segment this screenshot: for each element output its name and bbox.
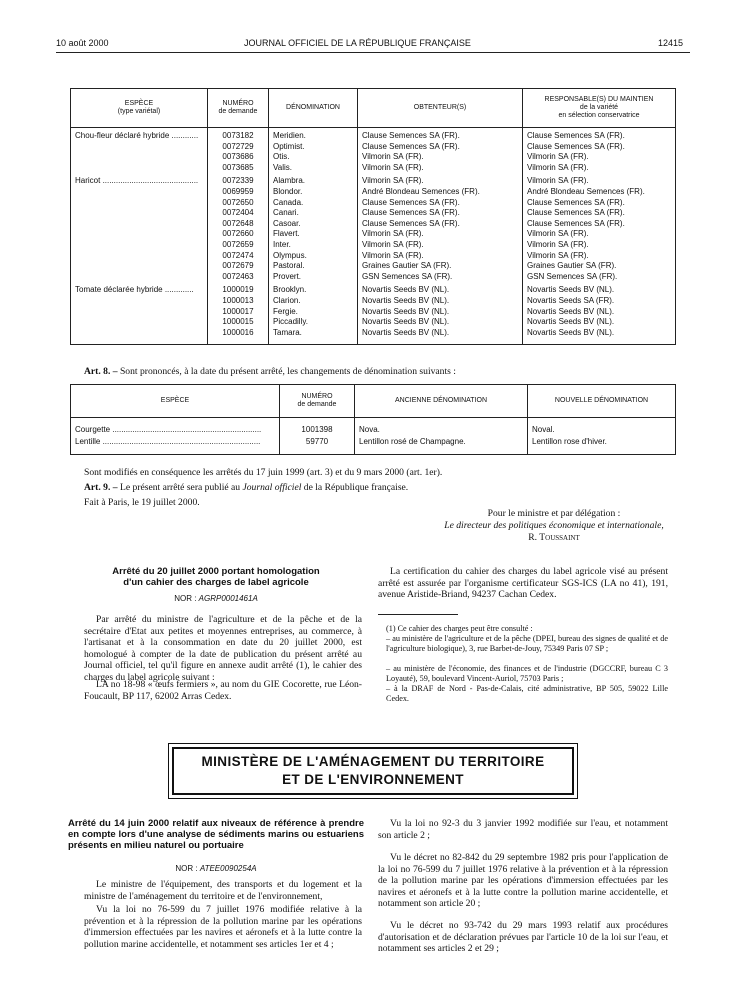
- col2-ancienne: ANCIENNE DÉNOMINATION: [355, 385, 528, 418]
- cell-responsable: GSN Semences SA (FR).: [523, 272, 676, 283]
- cell-espece: [71, 307, 208, 318]
- table-row: [71, 152, 676, 163]
- cell-denomination: Canari.: [269, 208, 358, 219]
- arrete2-nor: NOR : ATEE0090254A: [175, 864, 257, 873]
- footnote-item-1: – au ministère de l'agriculture et de la pêche (DPEI, bureau des signes de qualité et de l'agriculture biologique), 3, rue Barbet-de-Jouy, 75349 Paris 07 SP ;: [386, 634, 668, 653]
- cell-obtenteur: Clause Semences SA (FR).: [358, 219, 523, 230]
- cell-denomination: Otis.: [269, 152, 358, 163]
- table-row: [71, 317, 676, 328]
- cell-obtenteur: Vilmorin SA (FR).: [358, 240, 523, 251]
- cell-denomination: Blondor.: [269, 187, 358, 198]
- cell-obtenteur: Novartis Seeds BV (NL).: [358, 328, 523, 339]
- cell-numero: 0069959: [208, 187, 269, 198]
- cell-espece: [71, 251, 208, 262]
- cell-numero: 0072660: [208, 229, 269, 240]
- cell-nouvelle: Noval.: [528, 424, 676, 436]
- cell-espece: [71, 142, 208, 153]
- cell-responsable: Vilmorin SA (FR).: [523, 251, 676, 262]
- cell-responsable: Clause Semences SA (FR).: [523, 198, 676, 209]
- cell-espece: [71, 187, 208, 198]
- cell-responsable: Clause Semences SA (FR).: [523, 142, 676, 153]
- footnote-item-3: – à la DRAF de Nord - Pas-de-Calais, cité administrative, BP 505, 59022 Lille Cedex.: [386, 684, 668, 703]
- cell-espece: [71, 163, 208, 174]
- cell-espece: [71, 328, 208, 339]
- cell-numero: 1000019: [208, 282, 269, 296]
- table-row: [71, 272, 676, 283]
- cell-espece: Tomate déclarée hybride .............: [75, 285, 194, 295]
- fait-a-paris: Fait à Paris, le 19 juillet 2000.: [84, 497, 200, 508]
- cell-numero: 0072463: [208, 272, 269, 283]
- cell-denomination: Optimist.: [269, 142, 358, 153]
- cell-numero: 0073685: [208, 163, 269, 174]
- cell-obtenteur: Clause Semences SA (FR).: [358, 142, 523, 153]
- cell-numero: 1000013: [208, 296, 269, 307]
- signature-line-2: Le directeur des politiques économique et internationale,: [444, 520, 664, 531]
- cell-denomination: Meridien.: [269, 128, 358, 142]
- cell-obtenteur: Vilmorin SA (FR).: [358, 173, 523, 187]
- cell-numero: 0072404: [208, 208, 269, 219]
- cell-denomination: Olympus.: [269, 251, 358, 262]
- cell-numero: 1000015: [208, 317, 269, 328]
- col2-espece: ESPÈCE: [71, 385, 280, 418]
- cell-denomination: Casoar.: [269, 219, 358, 230]
- changes-table-header: [71, 385, 676, 418]
- col-denomination: DÉNOMINATION: [269, 89, 358, 128]
- table-row: [71, 229, 676, 240]
- header-date: 10 août 2000: [56, 38, 109, 48]
- table-row: [71, 142, 676, 153]
- cell-denomination: Tamara.: [269, 328, 358, 339]
- footnote-intro: (1) Ce cahier des charges peut être consulté :: [386, 624, 533, 633]
- cell-espece: Courgette ...................................................................: [75, 425, 262, 434]
- table-row: [71, 240, 676, 251]
- cell-espece: [71, 317, 208, 328]
- cell-ancienne: Nova.: [355, 424, 528, 436]
- cell-responsable: Vilmorin SA (FR).: [523, 229, 676, 240]
- cell-denomination: Inter.: [269, 240, 358, 251]
- header-rule: [56, 52, 690, 53]
- article-9: Art. 9. – Le présent arrêté sera publié au Journal officiel de la République française.: [84, 482, 409, 493]
- cell-obtenteur: Vilmorin SA (FR).: [358, 229, 523, 240]
- arrete2-vu-loi-76: Vu la loi no 76-599 du 7 juillet 1976 modifiée relative à la prévention et à la répression de la pollution marine par les opérations d'immersion effectuées par les navires et aéronefs et à la lutte contre la pollution marine accidentelle, et notamment ses articles 1er et 4 ;: [84, 904, 362, 950]
- cell-responsable: Novartis Seeds BV (NL).: [523, 328, 676, 339]
- cell-obtenteur: Novartis Seeds BV (NL).: [358, 317, 523, 328]
- cell-responsable: André Blondeau Semences (FR).: [523, 187, 676, 198]
- arrete1-certification: La certification du cahier des charges du label agricole visé au présent arrêté est assurée par l'organisme certificateur SGS-ICS (LA no 41), 191, avenue Aristide-Briand, 94237 Cachan Cedex.: [378, 566, 668, 600]
- cell-numero: 0072648: [208, 219, 269, 230]
- ministry-line-2: ET DE L'ENVIRONNEMENT: [282, 772, 464, 787]
- table-row: [71, 436, 676, 448]
- table-spacer: [71, 338, 676, 345]
- cell-denomination: Brooklyn.: [269, 282, 358, 296]
- cell-obtenteur: Novartis Seeds BV (NL).: [358, 282, 523, 296]
- cell-numero: 59770: [280, 436, 355, 448]
- table-row: [71, 173, 676, 187]
- cell-numero: 0072650: [208, 198, 269, 209]
- arrete2-vu-decret-82: Vu le décret no 82-842 du 29 septembre 1982 pris pour l'application de la loi no 76-599 du 7 juillet 1976 relative à la prévention et à la répression de la pollution marine par les opérations d'immersion effectuées par les navires et aéronefs et à la lutte contre la pollution marine accidentelle, et notamment son article 20 ;: [378, 852, 668, 909]
- table-row: [71, 261, 676, 272]
- cell-espece: [71, 240, 208, 251]
- cell-denomination: Provert.: [269, 272, 358, 283]
- cell-responsable: Clause Semences SA (FR).: [523, 128, 676, 142]
- table-row: [71, 424, 676, 436]
- cell-denomination: Piccadilly.: [269, 317, 358, 328]
- signature-line-1: Pour le ministre et par délégation :: [487, 508, 621, 519]
- table-row: [71, 307, 676, 318]
- cell-espece: [71, 272, 208, 283]
- cell-numero: 0072659: [208, 240, 269, 251]
- arrete1-nor: NOR : AGRP0001461A: [174, 594, 258, 603]
- table-row: [71, 187, 676, 198]
- cell-denomination: Valis.: [269, 163, 358, 174]
- cell-denomination: Fergie.: [269, 307, 358, 318]
- article-8: Art. 8. – Sont prononcés, à la date du présent arrêté, les changements de dénomination suivants :: [84, 366, 456, 377]
- cell-obtenteur: Graines Gautier SA (FR).: [358, 261, 523, 272]
- cell-ancienne: Lentillon rosé de Champagne.: [355, 436, 528, 448]
- cell-responsable: Clause Semences SA (FR).: [523, 208, 676, 219]
- cell-numero: 0072339: [208, 173, 269, 187]
- arrete2-intro: Le ministre de l'équipement, des transports et du logement et la ministre de l'aménagement du territoire et de l'environnement,: [84, 879, 362, 902]
- table-row: [71, 328, 676, 339]
- modifies-text: Sont modifiés en conséquence les arrêtés du 17 juin 1999 (art. 3) et du 9 mars 2000 (art. 1er).: [84, 467, 443, 478]
- cell-espece: [71, 208, 208, 219]
- cell-responsable: Vilmorin SA (FR).: [523, 173, 676, 187]
- arrete2-title: Arrêté du 14 juin 2000 relatif aux niveaux de référence à prendre en compte lors d'une analyse de sédiments marins ou estuariens présents en milieu naturel ou portuaire: [68, 818, 364, 851]
- cell-numero: 0072474: [208, 251, 269, 262]
- footnote-item-2: – au ministère de l'économie, des finances et de l'industrie (DGCCRF, bureau C 3 Loyauté), 59, boulevard Vincent-Auriol, 75703 Paris ;: [386, 664, 668, 683]
- cell-espece: [71, 219, 208, 230]
- cell-responsable: Vilmorin SA (FR).: [523, 240, 676, 251]
- col-espece: ESPÈCE (type variétal): [71, 89, 208, 128]
- cell-responsable: Novartis Seeds BV (NL).: [523, 307, 676, 318]
- table-row: [71, 128, 676, 142]
- table-row: [71, 251, 676, 262]
- arrete2-vu-loi-92: Vu la loi no 92-3 du 3 janvier 1992 modifiée sur l'eau, et notamment son article 2 ;: [378, 818, 668, 841]
- cell-numero: 1000016: [208, 328, 269, 339]
- arrete1-paragraph-1: Par arrêté du ministre de l'agriculture et de la pêche et de la secrétaire d'Etat aux petites et moyennes entreprises, au commerce, à l'artisanat et à la consommation en date du 20 juillet 2000, est homologué à compter de la date de publication du présent arrêté au Journal officiel, tel qu'il figure en annexe audit arrêté (1), le cahier des charges du label agricole suivant :: [84, 614, 362, 683]
- cell-espece: [71, 229, 208, 240]
- cell-obtenteur: Novartis Seeds BV (NL).: [358, 307, 523, 318]
- arrete1-title: Arrêté du 20 juillet 2000 portant homologation d'un cahier des charges de label agricole: [112, 566, 320, 588]
- cell-obtenteur: Clause Semences SA (FR).: [358, 208, 523, 219]
- ministry-line-1: MINISTÈRE DE L'AMÉNAGEMENT DU TERRITOIRE: [201, 754, 545, 769]
- cell-responsable: Novartis Seeds BV (NL).: [523, 317, 676, 328]
- cell-numero: 0072729: [208, 142, 269, 153]
- signature-name: R. Toussaint: [528, 532, 580, 543]
- cell-espece: [71, 261, 208, 272]
- table-row: [71, 163, 676, 174]
- cell-obtenteur: Vilmorin SA (FR).: [358, 251, 523, 262]
- cell-obtenteur: Novartis Seeds BV (NL).: [358, 296, 523, 307]
- cell-obtenteur: Vilmorin SA (FR).: [358, 152, 523, 163]
- table-row: [71, 282, 676, 296]
- table-row: [71, 208, 676, 219]
- cell-responsable: Clause Semences SA (FR).: [523, 219, 676, 230]
- cell-numero: 1000017: [208, 307, 269, 318]
- table-spacer: [71, 448, 676, 455]
- table-row: [71, 198, 676, 209]
- header-page-number: 12415: [658, 38, 684, 48]
- cell-espece: Haricot ...........................................: [75, 176, 199, 186]
- arrete1-paragraph-2: LA no 18-98 « œufs fermiers », au nom du GIE Cocorette, rue Léon-Foucault, BP 117, 62002 Arras Cedex.: [84, 679, 362, 702]
- cell-numero: 1001398: [280, 424, 355, 436]
- ministry-heading-box: [172, 747, 574, 795]
- cell-responsable: Graines Gautier SA (FR).: [523, 261, 676, 272]
- col-responsable: RESPONSABLE(S) DU MAINTIEN de la variété en sélection conservatrice: [523, 89, 676, 128]
- cell-numero: 0073686: [208, 152, 269, 163]
- arrete2-vu-decret-93: Vu le décret no 93-742 du 29 mars 1993 relatif aux procédures d'autorisation et de déclaration prévues par l'article 10 de la loi sur l'eau, et notamment ses articles 2 et 29 ;: [378, 920, 668, 954]
- col-numero: NUMÉRO de demande: [208, 89, 269, 128]
- varieties-table-header: [71, 89, 676, 128]
- header-journal-title: JOURNAL OFFICIEL DE LA RÉPUBLIQUE FRANÇAISE: [244, 38, 471, 48]
- cell-denomination: Canada.: [269, 198, 358, 209]
- denomination-changes-table: [70, 384, 676, 455]
- cell-responsable: Vilmorin SA (FR).: [523, 152, 676, 163]
- cell-denomination: Alambra.: [269, 173, 358, 187]
- cell-denomination: Flavert.: [269, 229, 358, 240]
- cell-obtenteur: GSN Semences SA (FR).: [358, 272, 523, 283]
- cell-espece: [71, 296, 208, 307]
- cell-numero: 0072679: [208, 261, 269, 272]
- footnote-rule: [378, 614, 458, 615]
- cell-nouvelle: Lentillon rose d'hiver.: [528, 436, 676, 448]
- cell-espece: Lentille .......................................................................: [75, 437, 261, 446]
- cell-numero: 0073182: [208, 128, 269, 142]
- cell-obtenteur: Vilmorin SA (FR).: [358, 163, 523, 174]
- cell-obtenteur: André Blondeau Semences (FR).: [358, 187, 523, 198]
- cell-denomination: Pastoral.: [269, 261, 358, 272]
- col2-numero: NUMÉRO de demande: [280, 385, 355, 418]
- cell-responsable: Vilmorin SA (FR).: [523, 163, 676, 174]
- cell-obtenteur: Clause Semences SA (FR).: [358, 198, 523, 209]
- cell-responsable: Novartis Seeds BV (NL).: [523, 282, 676, 296]
- cell-espece: Chou-fleur déclaré hybride ............: [75, 131, 199, 140]
- cell-espece: [71, 152, 208, 163]
- cell-responsable: Novartis Seeds SA (FR).: [523, 296, 676, 307]
- cell-espece: [71, 198, 208, 209]
- table-row: [71, 296, 676, 307]
- col2-nouvelle: NOUVELLE DÉNOMINATION: [528, 385, 676, 418]
- varieties-table: [70, 88, 676, 345]
- table-row: [71, 219, 676, 230]
- cell-denomination: Clarion.: [269, 296, 358, 307]
- col-obtenteur: OBTENTEUR(S): [358, 89, 523, 128]
- cell-obtenteur: Clause Semences SA (FR).: [358, 128, 523, 142]
